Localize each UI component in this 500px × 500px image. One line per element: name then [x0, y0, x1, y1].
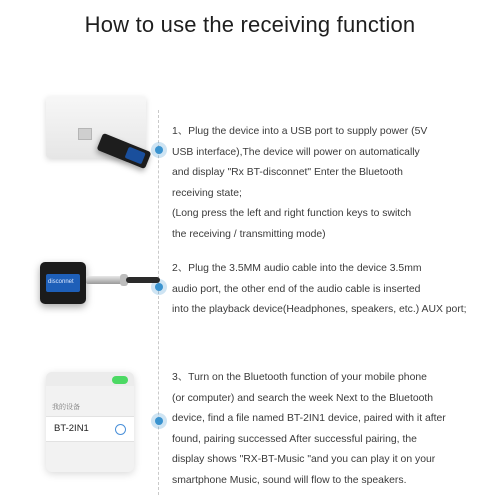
step-2-line: audio port, the other end of the audio cable is inserted: [172, 283, 421, 295]
step-1-line: receiving state;: [172, 187, 242, 199]
info-icon: [115, 424, 126, 435]
step-1-line: and display "Rx BT-disconnet" Enter the Bluetooth: [172, 167, 403, 178]
receiver-screen: [46, 274, 80, 292]
device-name: BT-2IN1: [54, 423, 89, 434]
timeline-line: [158, 110, 159, 495]
step-1-line: (Long press the left and right function keys to switch: [172, 208, 412, 219]
step-3-line: device, find a file named BT-2IN1 device, paired with it after: [172, 413, 446, 424]
my-devices-label: 我的设备: [52, 404, 80, 411]
step-1-marker: [155, 146, 163, 154]
step-3-marker: [155, 417, 163, 425]
step-3-line: display shows "RX-BT-Music "and you can play it on your: [172, 454, 436, 465]
step-1-line: the receiving / transmitting mode): [172, 228, 326, 240]
phone-bluetooth-screenshot: [46, 372, 134, 472]
audio-cable-image: [126, 277, 160, 283]
step-1-text: [172, 122, 494, 245]
step-1-line: USB interface),The device will power on automatically: [172, 146, 420, 158]
receiver-device-image: [40, 262, 86, 304]
step-2-marker: [155, 283, 163, 291]
phone-status-bar: [46, 372, 134, 386]
receiver-screen-text: disconnet: [48, 279, 74, 285]
step-2-line: 2、Plug the 3.5MM audio cable into the device 3.5mm: [172, 263, 422, 274]
step-3-line: found, pairing successed After successful pairing, the: [172, 433, 417, 445]
usb-port-image: [78, 128, 92, 140]
step-3-line: smartphone Music, sound will flow to the speakers.: [172, 474, 407, 486]
step-3-text: [172, 368, 494, 491]
dongle-screen: [125, 147, 146, 165]
bluetooth-toggle-icon: [112, 376, 128, 384]
step-3-line: (or computer) and search the week Next to the Bluetooth: [172, 392, 434, 404]
step-1-line: 1、Plug the device into a USB port to supply power (5V: [172, 126, 428, 137]
step-2-text: [172, 259, 494, 321]
paired-device-row: [46, 416, 134, 442]
page-title: How to use the receiving function: [84, 12, 416, 37]
step-2-line: into the playback device(Headphones, speakers, etc.) AUX port;: [172, 304, 467, 315]
step-3-line: 3、Turn on the Bluetooth function of your mobile phone: [172, 372, 427, 383]
